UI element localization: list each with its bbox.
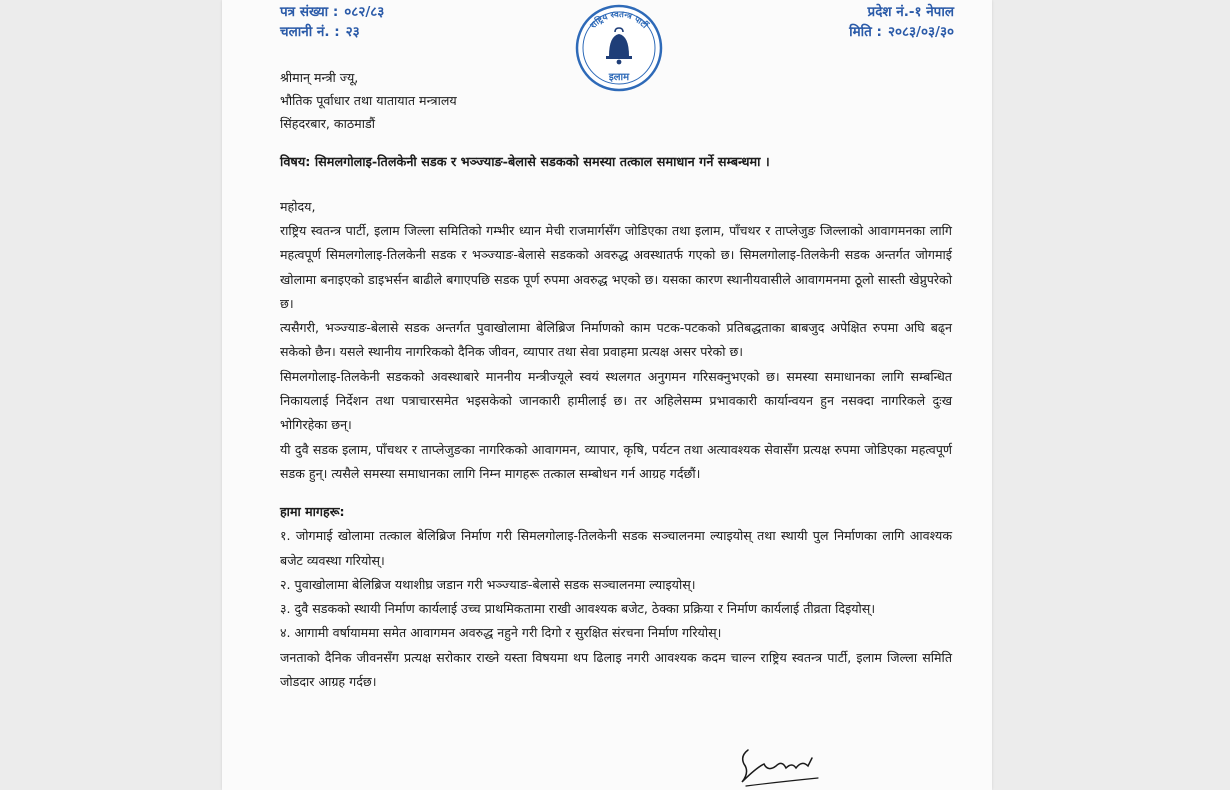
letter-body [280,66,952,694]
dispatch-number [280,22,384,42]
body-paragraph-1: राष्ट्रिय स्वतन्त्र पार्टी, इलाम जिल्ला समितिको गम्भीर ध्यान मेची राजमार्गसँग जोडिएका तथा इलाम, पाँचथर र ताप्लेजुङ जिल्लाको आवागमनका लागि महत्वपूर्ण सिमलगोलाइ-तिलकेनी सडक र भञ्ज्याङ-बेलासे सडकको अवरुद्ध अवस्थातर्फ गएको छ। सिमलगोलाइ-तिलकेनी सडक अन्तर्गत जोगमाई खोलामा बनाइएको डाइभर्सन बाढीले बगाएपछि सडक पूर्ण रुपमा अवरुद्ध भएको छ। यसका कारण स्थानीयवासीले आवागमनमा ठूलो सास्ती खेप्नुपरेको छ। [280,223,952,311]
letterhead-right [849,2,954,42]
body-paragraph-3: सिमलगोलाइ-तिलकेनी सडकको अवस्थाबारे माननीय मन्त्रीज्यूले स्वयं स्थलगत अनुगमन गरिसक्नुभएको छ। समस्या समाधानका लागि सम्बन्धित निकायलाई निर्देशन तथा पत्राचारसमेत भइसकेको जानकारी हामीलाई छ। तर अहिलेसम्म प्रभावकारी कार्यान्वयन हुन नसक्दा नागरिकले दुःख भोगिरहेका छन्। [280,368,952,433]
letterhead-left [280,2,384,42]
reference-number [280,2,384,22]
date-value: २०८३/०३/३० [887,24,954,40]
reference-label: पत्र संख्या : [280,4,339,20]
demand-item-4: ४. आगामी वर्षायाममा समेत आवागमन अवरुद्ध नहुने गरी दिगो र सुरक्षित संरचना निर्माण गरियोस्। [280,625,722,641]
handwritten-signature [738,742,838,790]
date-label: मिति : [849,24,882,40]
letter-date [849,22,954,42]
reference-value: ०८२/८३ [344,4,385,20]
dispatch-value: २३ [345,24,360,40]
province-label: प्रदेश नं.-१ नेपाल [867,4,954,20]
seal-bottom-text: इलाम [608,72,630,83]
demand-item-1: १. जोगमाई खोलामा तत्काल बेलिब्रिज निर्माण गरी सिमलगोलाइ-तिलकेनी सडक सञ्चालनमा ल्याइयोस् तथा स्थायी पुल निर्माणका लागि आवश्यक बजेट व्यवस्था गरियोस्। [280,528,952,568]
letter-subject: विषय: सिमलगोलाइ-तिलकेनी सडक र भञ्ज्याङ-बेलासे सडकको समस्या तत्काल समाधान गर्ने सम्बन्धमा । [280,155,770,170]
seal-top-text: राष्ट्रिय स्वतन्त्र पार्टी [588,9,650,31]
recipient-line-2: भौतिक पूर्वाधार तथा यातायात मन्त्रालय [280,93,457,108]
letter-page [222,0,992,790]
dispatch-label: चलानी नं. : [280,24,340,40]
demand-item-2: २. पुवाखोलामा बेलिब्रिज यथाशीघ्र जडान गरी भञ्ज्याङ-बेलासे सडक सञ्चालनमा ल्याइयोस्। [280,576,696,592]
body-paragraph-4: यी दुवै सडक इलाम, पाँचथर र ताप्लेजुङका नागरिकको आवागमन, व्यापार, कृषि, पर्यटन तथा अत्यावश्यक सेवासँग प्रत्यक्ष रुपमा जोडिएका महत्वपूर्ण सडक हुन्। त्यसैले समस्या समाधानका लागि निम्न मागहरू तत्काल सम्बोधन गर्न आग्रह गर्दछौं। [280,441,952,481]
salutation: महोदय, [280,199,316,214]
recipient-address [280,66,952,135]
demands-heading: हामा मागहरू: [280,504,345,520]
demand-item-3: ३. दुवै सडकको स्थायी निर्माण कार्यलाई उच्च प्राथमिकतामा राखी आवश्यक बजेट, ठेक्का प्रक्रिया र निर्माण कार्यलाई तीव्रता दिइयोस्। [280,601,876,617]
body-paragraph-2: त्यसैगरी, भञ्ज्याङ-बेलासे सडक अन्तर्गत पुवाखोलामा बेलिब्रिज निर्माणको काम पटक-पटकको प्रतिबद्धताका बाबजुद अपेक्षित रुपमा अघि बढ्न सकेको छैन। यसले स्थानीय नागरिकको दैनिक जीवन, व्यापार तथा सेवा प्रवाहमा प्रत्यक्ष असर परेको छ। [280,320,952,360]
recipient-line-1: श्रीमान् मन्त्री ज्यू, [280,70,359,85]
recipient-line-3: सिंहदरबार, काठमाडौं [280,116,375,131]
closing-paragraph: जनताको दैनिक जीवनसँग प्रत्यक्ष सरोकार राख्ने यस्ता विषयमा थप ढिलाइ नगरी आवश्यक कदम चाल्न राष्ट्रिय स्वतन्त्र पार्टी, इलाम जिल्ला समिति जोडदार आग्रह गर्दछ। [280,649,952,690]
